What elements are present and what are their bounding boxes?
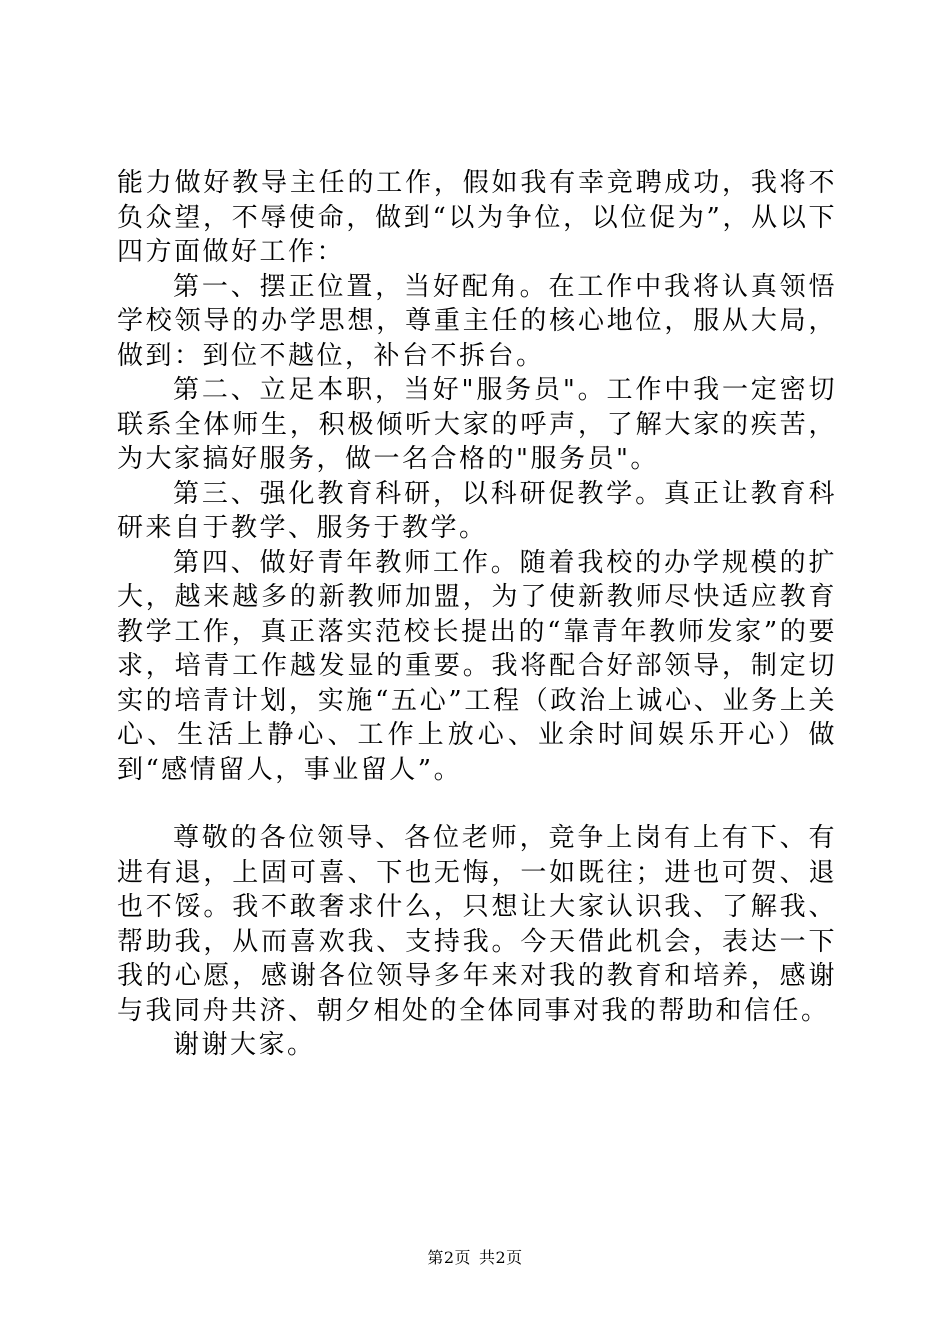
paragraph-point-1: 第一、摆正位置，当好配角。在工作中我将认真领悟学校领导的办学思想，尊重主任的核心地位，服从大局，做到：到位不越位，补台不拆台。 <box>117 271 837 371</box>
paragraph-point-2: 第二、立足本职，当好"服务员"。工作中我一定密切联系全体师生，积极倾听大家的呼声，了解大家的疾苦，为大家搞好服务，做一名合格的"服务员"。 <box>117 375 837 474</box>
page-number: 第2页 <box>427 1248 471 1267</box>
page-total: 共2页 <box>479 1248 523 1267</box>
paragraph-intro: 能力做好教导主任的工作，假如我有幸竞聘成功，我将不负众望，不辱使命，做到“以为争位，以位促为”，从以下四方面做好工作： <box>117 168 837 267</box>
paragraph-point-3: 第三、强化教育科研，以科研促教学。真正让教育科研来自于教学、服务于教学。 <box>117 478 837 543</box>
paragraph-point-4: 第四、做好青年教师工作。随着我校的办学规模的扩大，越来越多的新教师加盟，为了使新教师尽快适应教育教学工作，真正落实范校长提出的“靠青年教师发家”的要求，培青工作越发显的重要。我将配合好部领导，制定切实的培青计划，实施“五心”工程（政治上诚心、业务上关心、生活上静心、工作上放心、业余时间娱乐开心）做到“感情留人，事业留人”。 <box>117 547 837 785</box>
document-body <box>117 166 837 1063</box>
paragraph-closing: 尊敬的各位领导、各位老师，竞争上岗有上有下、有进有退，上固可喜、下也无悔，一如既往；进也可贺、退也不馁。我不敢奢求什么，只想让大家认识我、了解我、帮助我，从而喜欢我、支持我。今天借此机会，表达一下我的心愿，感谢各位领导多年来对我的教育和培养，感谢与我同舟共济、朝夕相处的全体同事对我的帮助和信任。 <box>117 823 837 1026</box>
page-footer <box>0 1245 950 1268</box>
paragraph-thanks: 谢谢大家。 <box>173 1030 316 1060</box>
